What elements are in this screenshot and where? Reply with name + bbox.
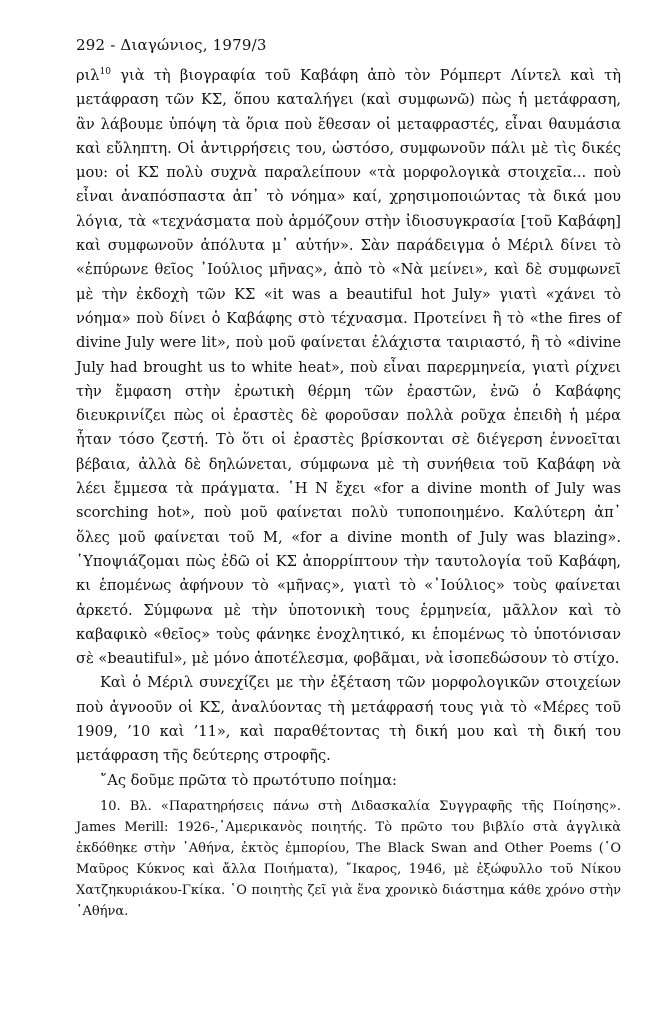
paragraph-3: ῎Ας δοῦμε πρῶτα τὸ πρωτότυπο ποίημα:: [100, 771, 397, 789]
paragraph-2: Καὶ ὁ Μέριλ συνεχίζει με τὴν ἐξέταση τῶν μορφολογικῶν στοιχείων ποὺ ἀγνοοῦν οἱ ΚΣ, ἀναλύοντας τὴ μετάφρασή τους γιὰ τὸ «Μέρες τοῦ 1909, ’10 καὶ ’11», καὶ παραθέτοντας τὴ δική μου καὶ τὴ δική του μετάφραση τῆς δεύτερης στροφῆς.: [76, 674, 621, 765]
paragraph-1: [76, 64, 621, 671]
footnote-10: 10. Βλ. «Παρατηρήσεις πάνω στὴ Διδασκαλία Συγγραφῆς τῆς Ποίησης». James Merill: 1926-,᾿Αμερικανὸς ποιητής. Τὸ πρῶτο του βιβλίο στὰ ἀγγλικὰ ἐκδόθηκε στὴν ᾿Αθήνα, ἐκτὸς ἐμπορίου, The Black Swan and Other Poems (῾Ο Μαῦρος Κύκνος καὶ ἄλλα Ποιήματα), ῎Ικαρος, 1946, μὲ ἐξώφυλλο τοῦ Νίκου Χατζηκυριάκου-Γκίκα. ῾Ο ποιητὴς ζεῖ γιὰ ἕνα χρονικὸ διάστημα κάθε χρόνο στὴν ᾿Αθήνα.: [76, 799, 621, 919]
running-head: 292 - Διαγώνιος, 1979/3: [76, 36, 267, 54]
footnotes: [76, 796, 621, 922]
footnote-mark: 10: [99, 67, 112, 78]
main-text: [76, 64, 621, 793]
paragraph-1-text: γιὰ τὴ βιογραφία τοῦ Καβάφη ἀπὸ τὸν Ρόμπερτ Λίντελ καὶ τὴ μετάφραση τῶν ΚΣ, ὅπου καταλήγει (καὶ συμφωνῶ) πὼς ἡ μετάφραση, ἂν λάβουμε ὑπόψη τὰ ὅρια ποὺ ἔθεσαν οἱ μεταφραστές, εἶναι θαυμάσια καὶ εὔληπτη. Οἱ ἀντιρρήσεις του, ὡστόσο, συμφωνοῦν πάλι μὲ τὶς δικές μου: οἱ ΚΣ πολὺ συχνὰ παραλείπουν «τὰ μορφολογικὰ στοιχεῖα... ποὺ εἶναι ἀναπόσπαστα ἀπ᾿ τὸ νόημα» καί, χρησιμοποιώντας τὰ δικά μου λόγια, τὰ «τεχνάσματα ποὺ ἁρμόζουν στὴν ἰδιοσυγκρασία [τοῦ Καβάφη] καὶ συμφωνοῦν ἀπόλυτα μ᾿ αὐτήν». Σὰν παράδειγμα ὁ Μέριλ δίνει τὸ «ἐπύρωνε θεῖος ᾿Ιούλιος μῆνας», ἀπὸ τὸ «Νὰ μείνει», καὶ δὲ συμφωνεῖ μὲ τὴν ἐκδοχὴ τῶν ΚΣ «it was a beautiful hot July» γιατὶ «χάνει τὸ νόημα» ποὺ δίνει ὁ Καβάφης στὸ τέχνασμα. Προτείνει ἢ τὸ «the fires of divine July were lit», ποὺ μοῦ φαίνεται ἐλάχιστα ταιριαστό, ἢ τὸ «divine July had brought us to white heat», ποὺ εἶναι παρερμηνεία, γιατὶ ρίχνει τὴν ἔμφαση στὴν ἐρωτικὴ θέρμη τῶν ἐραστῶν, ἐνῶ ὁ Καβάφης διευκρινίζει πὼς οἱ ἐραστὲς δὲ φοροῦσαν πολλὰ ροῦχα ἐπειδὴ ἡ μέρα ἦταν τόσο ζεστή. Τὸ ὅτι οἱ ἐραστὲς βρίσκονται σὲ διέγερση ἐννοεῖται βέβαια, ἀλλὰ δὲ δηλώνεται, σύμφωνα μὲ τὴ συνήθεια τοῦ Καβάφη νὰ λέει ἔμμεσα τὰ πράγματα. ῾Η Ν ἔχει «for a divine month of July was scorching hot», ποὺ μοῦ φαίνεται πολὺ τυποποιημένο. Καλύτερη ἀπ᾿ ὅλες μοῦ φαίνεται τοῦ Μ, «for a divine month of July was blazing». ῾Υποψιάζομαι πὼς ἐδῶ οἱ ΚΣ ἀπορρίπτουν τὴν ταυτολογία τοῦ Καβάφη, κι ἑπομένως ἀφήνουν τὸ «μῆνας», γιατὶ τὸ «᾿Ιούλιος» τοὺς φαίνεται ἀρκετό. Σύμφωνα μὲ τὴν ὑποτονικὴ τους ἑρμηνεία, μᾶλλον καὶ τὸ καβαφικὸ «θεῖος» τοὺς φάνηκε ἐνοχλητικό, κι ἑπομένως τὸ ὑποτόνισαν σὲ «beautiful», μὲ μόνο ἀποτέλεσμα, φοβᾶμαι, νὰ ἰσοπεδώσουν τὸ στίχο.: [76, 67, 621, 668]
paragraph-1-start: ριλ: [76, 67, 100, 84]
